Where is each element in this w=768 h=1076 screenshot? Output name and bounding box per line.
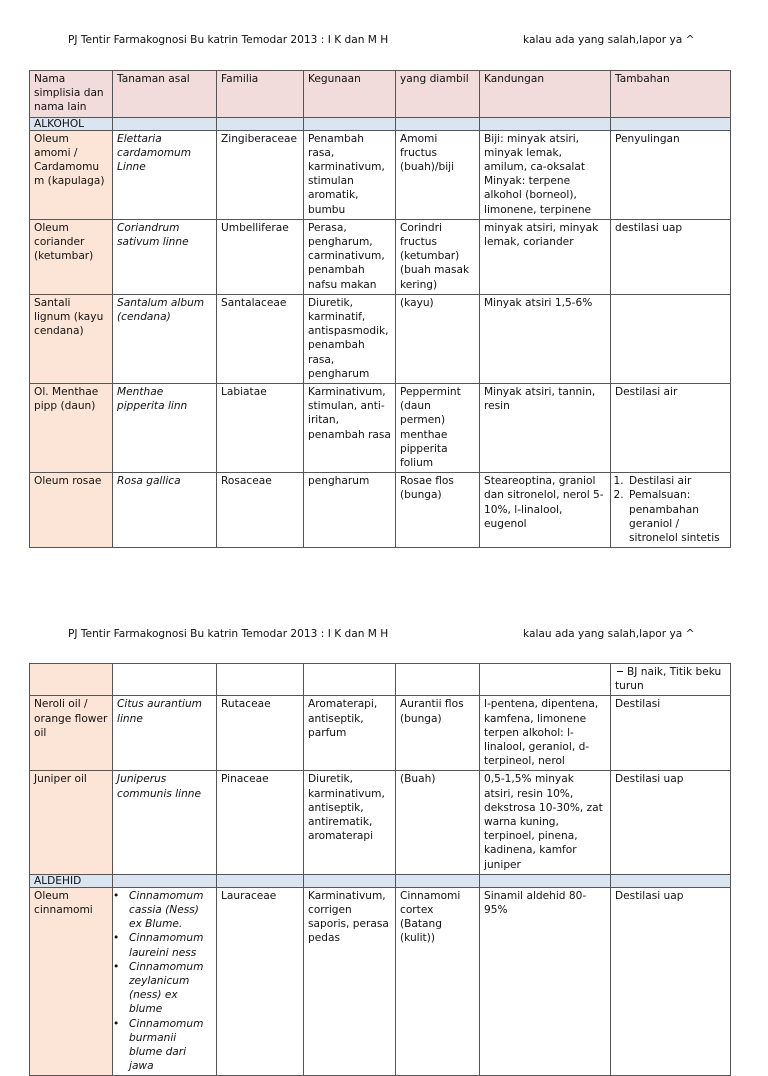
section-label: ALDEHID [30, 874, 113, 887]
cell-diambil: Amomi fructus (buah)/biji [396, 130, 480, 219]
cell-note [611, 664, 731, 696]
cell-diambil: Aurantii flos (bunga) [396, 696, 480, 771]
cell-tambahan: Destilasi uap [611, 771, 731, 874]
table-row [30, 384, 731, 473]
cell-familia: Santalaceae [217, 294, 304, 383]
cell-kandungan: minyak atsiri, minyak lemak, coriander [480, 219, 611, 294]
list-item: • Cinnamomum cassia (Ness) ex Blume. [129, 889, 212, 932]
cell-kandungan: Minyak atsiri, tannin, resin [480, 384, 611, 473]
header-note: kalau ada yang salah,lapor ya ^ [523, 628, 695, 640]
cell-kegunaan: Penambah rasa, karminativum, stimulan aromatik, bumbu [304, 130, 396, 219]
list-item: 1. Destilasi air [627, 474, 726, 488]
cell-tambahan: Destilasi uap [611, 887, 731, 1076]
cell-tambahan: Destilasi air [611, 384, 731, 473]
dash-mark [617, 671, 623, 672]
col-header: Tambahan [611, 71, 731, 118]
table-row [30, 219, 731, 294]
table-header-row [30, 71, 731, 118]
table-alkohol [29, 70, 731, 548]
table-row [30, 664, 731, 696]
section-row [30, 117, 731, 130]
list-item: • Cinnamomum burmanii blume dari jawa [129, 1017, 212, 1074]
note-text: BJ naik, Titik beku turun [615, 666, 722, 693]
cell-nama: Oleum cinnamomi [30, 887, 113, 1076]
table-row [30, 130, 731, 219]
list-item: 2. Pemalsuan: penambahan geraniol / sitronelol sintetis [627, 488, 726, 545]
cell-familia: Rosaceae [217, 473, 304, 548]
cell-kegunaan: Aromaterapi, antiseptik, parfum [304, 696, 396, 771]
cell-diambil: Corindri fructus (ketumbar) (buah masak kering) [396, 219, 480, 294]
cell-kegunaan: Perasa, pengharum, carminativum, penambah nafsu makan [304, 219, 396, 294]
cell-tanaman: Elettaria cardamomum Linne [113, 130, 217, 219]
cell-tanaman [113, 887, 217, 1076]
cell-tanaman: Citus aurantium linne [113, 696, 217, 771]
col-header: Kandungan [480, 71, 611, 118]
col-header: Kegunaan [304, 71, 396, 118]
col-header: Tanaman asal [113, 71, 217, 118]
cell-kegunaan: pengharum [304, 473, 396, 548]
header-title: PJ Tentir Farmakognosi Bu katrin Temodar 2013 : I K dan M H [68, 628, 389, 640]
cell-tambahan [611, 473, 731, 548]
table-row [30, 771, 731, 874]
cell-tanaman: Juniperus communis linne [113, 771, 217, 874]
section-label: ALKOHOL [30, 117, 113, 130]
page-header [0, 628, 768, 644]
cell-familia: Umbelliferae [217, 219, 304, 294]
cell-diambil: Cinnamomi cortex (Batang (kulit)) [396, 887, 480, 1076]
cell-kandungan: Minyak atsiri 1,5-6% [480, 294, 611, 383]
cell-kegunaan: Diuretik, karminativum, antiseptik, antirematik, aromaterapi [304, 771, 396, 874]
list-item: • Cinnamomum zeylanicum (ness) ex blume [129, 960, 212, 1017]
table-row [30, 294, 731, 383]
cell-diambil: (Buah) [396, 771, 480, 874]
cell-nama: Santali lignum (kayu cendana) [30, 294, 113, 383]
cell-kandungan: l-pentena, dipentena, kamfena, limonene terpen alkohol: l-linalool, geraniol, d-terpineol, nerol [480, 696, 611, 771]
cell-diambil: Peppermint (daun permen) menthae pipperita folium [396, 384, 480, 473]
cell-familia: Rutaceae [217, 696, 304, 771]
table-row [30, 696, 731, 771]
table-row [30, 473, 731, 548]
cell-nama: Oleum coriander (ketumbar) [30, 219, 113, 294]
cell-tambahan: Penyulingan [611, 130, 731, 219]
cell-kegunaan: Karminativum, corrigen saporis, perasa pedas [304, 887, 396, 1076]
cell-kandungan: Steareoptina, graniol dan sitronelol, nerol 5-10%, l-linalool, eugenol [480, 473, 611, 548]
cell-tambahan [611, 294, 731, 383]
cell-kegunaan: Diuretik, karminatif, antispasmodik, penambah rasa, pengharum [304, 294, 396, 383]
cell-familia: Zingiberaceae [217, 130, 304, 219]
cell-tanaman: Coriandrum sativum linne [113, 219, 217, 294]
cell-nama: Ol. Menthae pipp (daun) [30, 384, 113, 473]
col-header: Nama simplisia dan nama lain [30, 71, 113, 118]
cell-tambahan: Destilasi [611, 696, 731, 771]
cell-tanaman: Santalum album (cendana) [113, 294, 217, 383]
page-header [0, 34, 768, 50]
cell-tanaman: Menthae pipperita linn [113, 384, 217, 473]
cell-tanaman: Rosa gallica [113, 473, 217, 548]
cell-diambil: (kayu) [396, 294, 480, 383]
cell-kandungan: Biji: minyak atsiri, minyak lemak, amilum, ca-oksalat Minyak: terpene alkohol (borneol), limonene, terpinene [480, 130, 611, 219]
col-header: Familia [217, 71, 304, 118]
table-continued [29, 663, 731, 1076]
col-header: yang diambil [396, 71, 480, 118]
list-item: • Cinnamomum laureini ness [129, 931, 212, 959]
tanaman-list [117, 889, 212, 1074]
cell-nama: Neroli oil / orange flower oil [30, 696, 113, 771]
cell-familia: Labiatae [217, 384, 304, 473]
cell-kandungan: 0,5-1,5% minyak atsiri, resin 10%, dekstrosa 10-30%, zat warna kuning, terpinoel, pinena, kadinena, kamfor juniper [480, 771, 611, 874]
header-note: kalau ada yang salah,lapor ya ^ [523, 34, 695, 46]
cell-diambil: Rosae flos (bunga) [396, 473, 480, 548]
tambahan-list [615, 474, 726, 545]
header-title: PJ Tentir Farmakognosi Bu katrin Temodar 2013 : I K dan M H [68, 34, 389, 46]
section-row [30, 874, 731, 887]
cell-tambahan: destilasi uap [611, 219, 731, 294]
cell-kandungan: Sinamil aldehid 80-95% [480, 887, 611, 1076]
cell-nama: Juniper oil [30, 771, 113, 874]
cell-kegunaan: Karminativum, stimulan, anti-iritan, penambah rasa [304, 384, 396, 473]
cell-nama: Oleum amomi / Cardamomum (kapulaga) [30, 130, 113, 219]
cell-familia: Pinaceae [217, 771, 304, 874]
cell-familia: Lauraceae [217, 887, 304, 1076]
table-row [30, 887, 731, 1076]
cell-nama: Oleum rosae [30, 473, 113, 548]
